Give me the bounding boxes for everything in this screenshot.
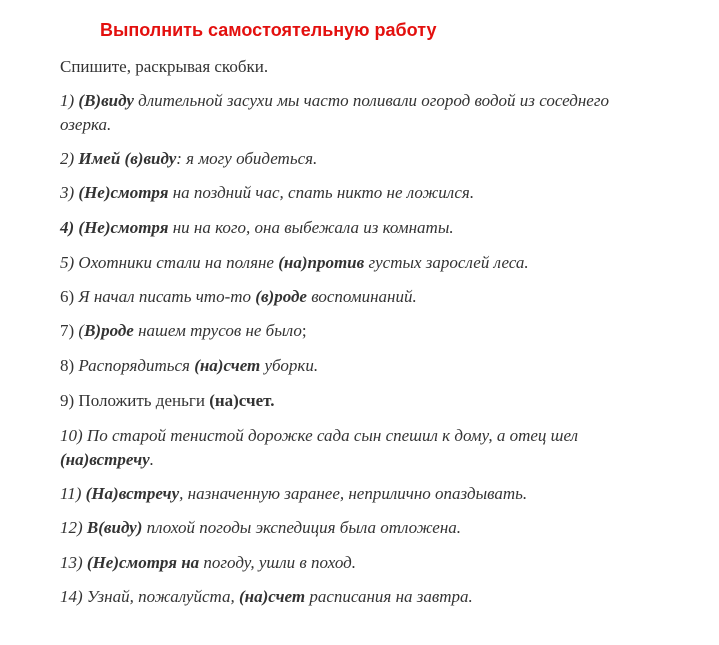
exercise-item [60,424,660,472]
sentence-text: длительной засухи мы часто поливали огород водой из соседнего озерка. [60,91,609,134]
item-number: 7) [60,321,79,340]
bracket-phrase: (На)встречу [85,484,180,503]
sentence-text: Узнай, пожалуйста, [86,587,240,606]
sentence-text: густых зарослей леса. [364,253,529,272]
exercise-item [60,89,660,137]
exercise-item [60,251,660,275]
bracket-phrase: (Не)смотря [78,183,169,202]
bracket-phrase: (Не)смотря на [86,553,200,572]
bracket-phrase: (на)против [278,253,365,272]
bracket-phrase: (в)роде [255,287,307,306]
exercise-item [60,516,660,540]
bracket-phrase: В(виду) [86,518,143,537]
item-number: 9) [60,391,79,410]
item-number: 5) [60,253,79,272]
item-number: 4) [60,218,79,237]
sentence-text: , назначенную заранее, неприлично опаздывать. [179,484,528,503]
exercise-item [60,216,660,240]
item-number: 2) [60,149,79,168]
exercise-item [60,285,660,309]
exercise-item [60,389,660,413]
sentence-text: : я могу обидеться. [176,149,318,168]
exercise-item [60,482,660,506]
item-number: 3) [60,183,79,202]
bracket-phrase: (на)встречу [60,450,150,469]
item-number: 12) [60,518,87,537]
sentence-text: погоду, ушли в поход. [199,553,356,572]
item-number: 14) [60,587,87,606]
item-number: 11) [60,484,86,503]
item-number: 13) [60,553,87,572]
bracket-phrase: (на)счет [194,356,261,375]
bracket-phrase: (В)виду [78,91,134,110]
sentence-text: Охотники стали на поляне [78,253,279,272]
sentence-text: на поздний час, спать никто не ложился. [168,183,475,202]
sentence-text: расписания на завтра. [305,587,473,606]
bracket-phrase: Имей (в)виду [78,149,177,168]
sentence-text: ни на кого, она выбежала из комнаты. [168,218,454,237]
sentence-text: воспоминаний. [306,287,417,306]
item-number: 8) [60,356,79,375]
bracket-phrase: (на)счет [239,587,306,606]
sentence-text: . [149,450,154,469]
exercise-item [60,354,660,378]
sentence-text: нашем трусов не было [133,321,302,340]
item-number: 1) [60,91,79,110]
page-title: Выполнить самостоятельную работу [100,20,437,40]
exercise-item [60,147,660,171]
exercise-item [60,181,660,205]
exercise-item [60,551,660,575]
item-number: 6) [60,287,79,306]
sentence-text: Распорядиться [78,356,195,375]
sentence-text: ; [301,321,307,340]
bracket-phrase: В)роде [84,321,134,340]
bracket-phrase: (Не)смотря [78,218,169,237]
exercise-item [60,319,660,343]
exercise-item [60,585,660,609]
sentence-text: ( [78,321,85,340]
instructions: Спишите, раскрывая скобки. [60,57,269,76]
sentence-text: Я начал писать что-то [78,287,256,306]
sentence-text: По старой тенистой дорожке сада сын спешил к дому, а отец шел [86,426,579,445]
item-number: 10) [60,426,87,445]
sentence-text: уборки. [260,356,319,375]
sentence-text: плохой погоды экспедиция была отложена. [142,518,462,537]
sentence-text: Положить деньги [78,391,210,410]
bracket-phrase: (на)счет. [209,391,275,410]
